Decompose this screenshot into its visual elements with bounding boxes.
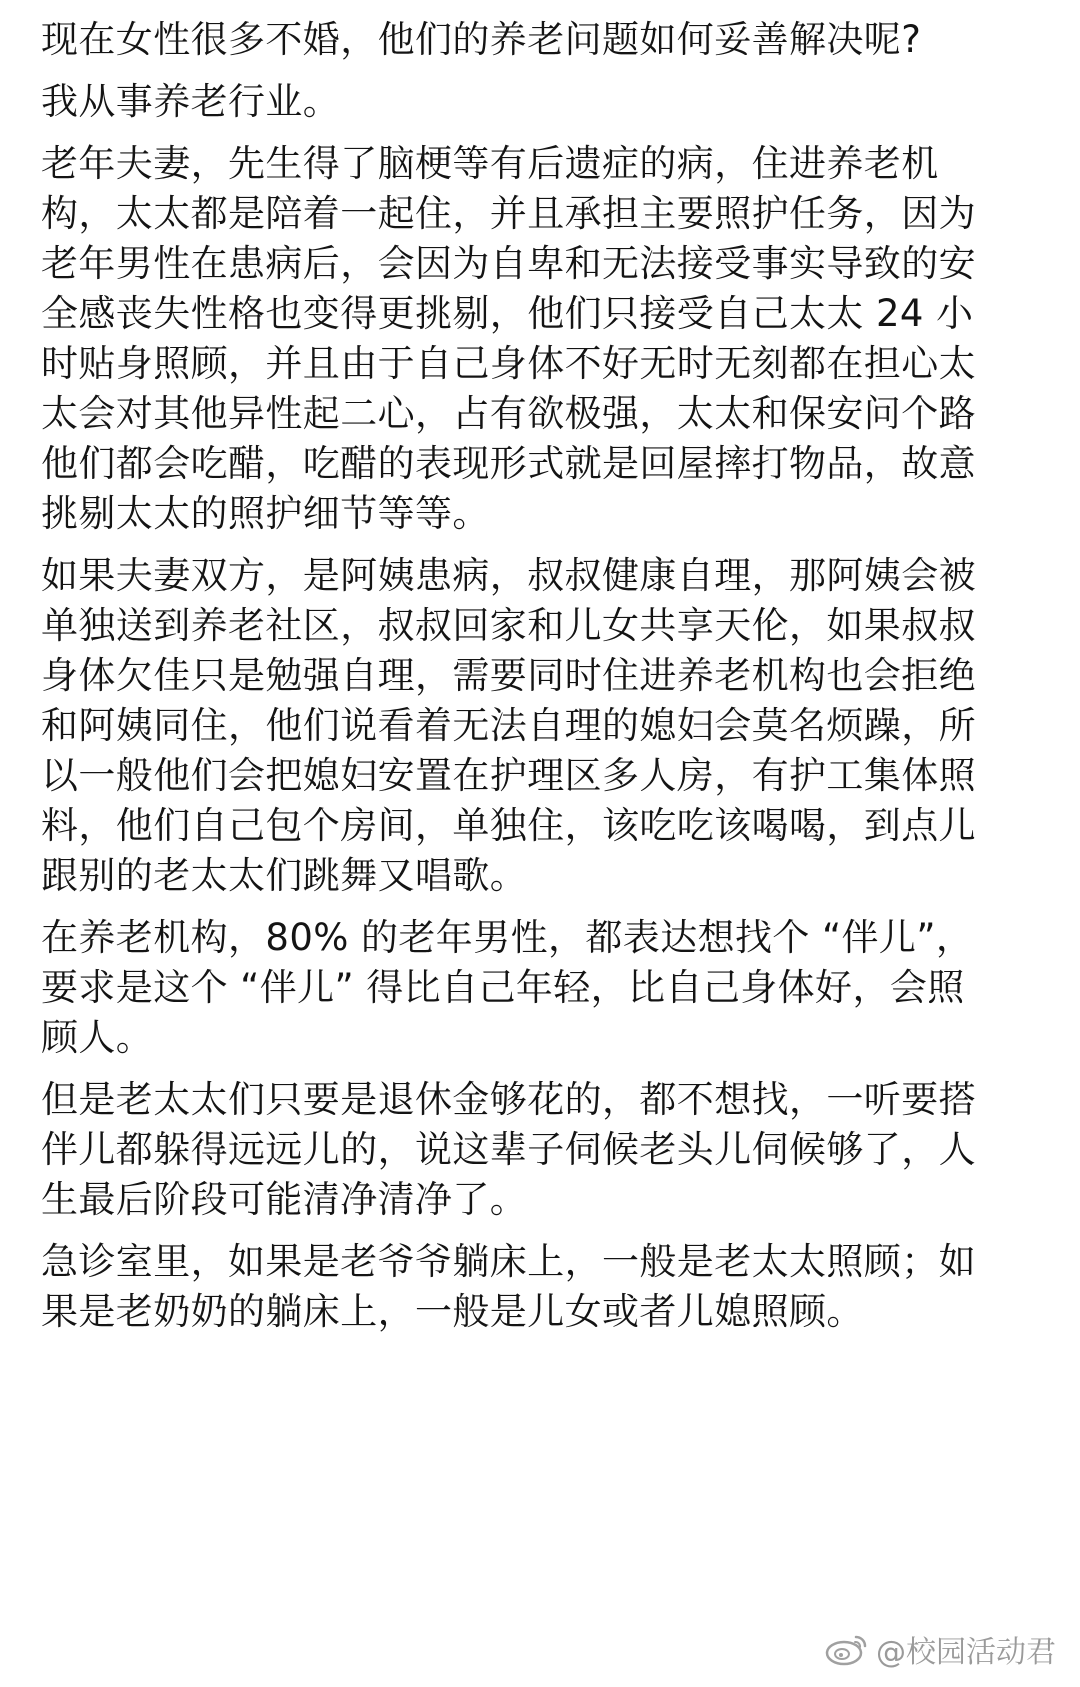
text-line: 时贴身照顾，并且由于自己身体不好无时无刻都在担心太 [41,342,976,385]
text-line: 要求是这个 “伴儿” 得比自己年轻，比自己身体好，会照 [41,966,965,1009]
text-line: 伴儿都躲得远远儿的，说这辈子伺候老头儿伺候够了，人 [41,1128,976,1171]
text-line: 和阿姨同住，他们说看着无法自理的媳妇会莫名烦躁，所 [41,704,976,747]
text-line: 急诊室里，如果是老爷爷躺床上，一般是老太太照顾；如 [41,1240,976,1283]
paragraph [41,1237,1041,1337]
text-line: 但是老太太们只要是退休金够花的，都不想找，一听要搭 [41,1078,976,1121]
text-line: 单独送到养老社区，叔叔回家和儿女共享天伦，如果叔叔 [41,604,976,647]
text-line: 太会对其他异性起二心，占有欲极强，太太和保安问个路 [41,392,976,435]
text-line: 全感丧失性格也变得更挑剔，他们只接受自己太太 24 小 [41,292,974,335]
article-body [41,15,1041,1349]
weibo-logo-icon [824,1631,870,1667]
paragraph [41,77,1041,127]
text-line: 我从事养老行业。 [41,80,341,123]
text-line: 挑剔太太的照护细节等等。 [41,492,490,535]
text-line: 在养老机构，80% 的老年男性，都表达想找个 “伴儿”， [41,916,974,959]
text-line: 果是老奶奶的躺床上，一般是儿女或者儿媳照顾。 [41,1290,864,1333]
paragraph [41,913,1041,1063]
paragraph [41,15,1041,65]
paragraph [41,139,1041,539]
text-line: 顾人。 [41,1016,154,1059]
text-line: 料，他们自己包个房间，单独住，该吃吃该喝喝，到点儿 [41,804,976,847]
text-line: 如果夫妻双方，是阿姨患病，叔叔健康自理，那阿姨会被 [41,554,976,597]
text-line: 老年男性在患病后，会因为自卑和无法接受事实导致的安 [41,242,976,285]
text-line: 老年夫妻，先生得了脑梗等有后遗症的病，住进养老机 [41,142,939,185]
text-line: 身体欠佳只是勉强自理，需要同时住进养老机构也会拒绝 [41,654,976,697]
text-line: 现在女性很多不婚，他们的养老问题如何妥善解决呢? [41,18,922,61]
text-line: 以一般他们会把媳妇安置在护理区多人房，有护工集体照 [41,754,976,797]
paragraph [41,551,1041,901]
text-line: 他们都会吃醋，吃醋的表现形式就是回屋摔打物品，故意 [41,442,976,485]
text-line: 构，太太都是陪着一起住，并且承担主要照护任务，因为 [41,192,976,235]
watermark-text: @校园活动君 [876,1635,1056,1670]
text-line: 跟别的老太太们跳舞又唱歌。 [41,854,528,897]
paragraph [41,1075,1041,1225]
text-line: 生最后阶段可能清净清净了。 [41,1178,528,1221]
watermark [824,1627,1056,1671]
